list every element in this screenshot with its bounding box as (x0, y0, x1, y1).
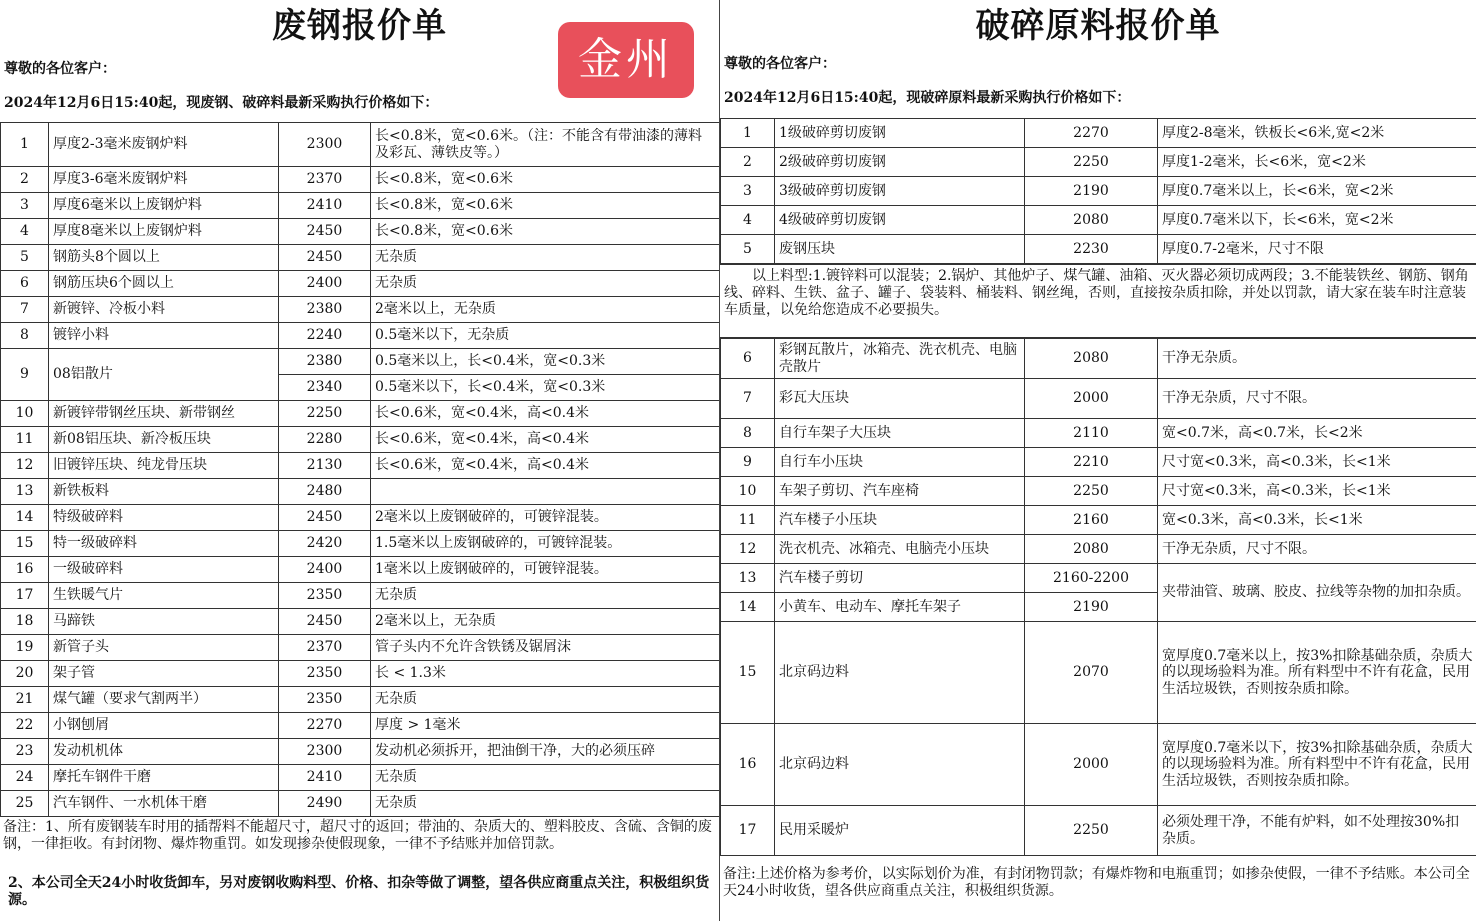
item-name: 厚度6毫米以上废钢炉料 (49, 193, 279, 219)
item-spec: 长<0.6米，宽<0.4米，高<0.4米 (371, 427, 720, 453)
row-number: 2 (1, 167, 49, 193)
item-spec: 厚度1-2毫米，长<6米，宽<2米 (1158, 148, 1476, 177)
right-greeting: 尊敬的各位客户： (724, 56, 836, 72)
right-price-table-b (720, 338, 1476, 856)
row-number: 20 (1, 661, 49, 687)
item-spec: 夹带油管、玻璃、胶皮、拉线等杂物的加扣杂质。 (1158, 564, 1476, 622)
item-price: 2420 (279, 531, 371, 557)
row-number: 3 (721, 177, 775, 206)
item-spec: 尺寸宽<0.3米，高<0.3米，长<1米 (1158, 448, 1476, 477)
item-spec: 0.5毫米以上，长<0.4米，宽<0.3米 (371, 349, 720, 375)
item-price: 2000 (1025, 379, 1158, 419)
item-name: 架子管 (49, 661, 279, 687)
row-number: 14 (721, 593, 775, 622)
item-spec: 无杂质 (371, 271, 720, 297)
item-spec: 厚度0.7毫米以下，长<6米，宽<2米 (1158, 206, 1476, 235)
item-name: 1级破碎剪切废钢 (775, 119, 1025, 148)
item-price: 2070 (1025, 622, 1158, 724)
item-price: 2400 (279, 557, 371, 583)
item-name: 新08铝压块、新冷板压块 (49, 427, 279, 453)
item-spec: 无杂质 (371, 245, 720, 271)
table-row (1, 765, 720, 791)
row-number: 4 (721, 206, 775, 235)
item-name: 旧镀锌压块、纯龙骨压块 (49, 453, 279, 479)
table-row (721, 724, 1476, 806)
item-name: 自行车小压块 (775, 448, 1025, 477)
item-name: 一级破碎料 (49, 557, 279, 583)
jinzhou-logo: 金州 (558, 22, 694, 98)
item-spec: 厚度2-8毫米，铁板长<6米,宽<2米 (1158, 119, 1476, 148)
item-price: 2250 (1025, 148, 1158, 177)
item-spec: 1.5毫米以上废钢破碎的，可镀锌混装。 (371, 531, 720, 557)
item-price: 2240 (279, 323, 371, 349)
item-spec: 2毫米以上废钢破碎的，可镀锌混装。 (371, 505, 720, 531)
row-number: 9 (721, 448, 775, 477)
item-name: 汽车楼子小压块 (775, 506, 1025, 535)
table-row (1, 739, 720, 765)
row-number: 15 (1, 531, 49, 557)
item-price: 2000 (1025, 724, 1158, 806)
item-name: 车架子剪切、汽车座椅 (775, 477, 1025, 506)
row-number: 2 (721, 148, 775, 177)
item-price: 2110 (1025, 419, 1158, 448)
item-price: 2350 (279, 687, 371, 713)
item-price: 2280 (279, 427, 371, 453)
table-row (721, 448, 1476, 477)
row-number: 21 (1, 687, 49, 713)
item-spec: 厚度0.7毫米以上，长<6米，宽<2米 (1158, 177, 1476, 206)
table-row (1, 245, 720, 271)
item-name: 厚度8毫米以上废钢炉料 (49, 219, 279, 245)
item-price: 2300 (279, 123, 371, 167)
table-row (1, 167, 720, 193)
item-spec: 长<0.6米，宽<0.4米，高<0.4米 (371, 401, 720, 427)
item-spec: 长 < 1.3米 (371, 661, 720, 687)
item-spec: 长<0.8米，宽<0.6米 (371, 167, 720, 193)
item-price: 2080 (1025, 535, 1158, 564)
row-number: 14 (1, 505, 49, 531)
item-spec: 干净无杂质。 (1158, 339, 1476, 379)
item-spec: 厚度 > 1毫米 (371, 713, 720, 739)
row-number: 1 (721, 119, 775, 148)
row-number: 25 (1, 791, 49, 817)
row-number: 17 (721, 806, 775, 856)
item-name: 小黄车、电动车、摩托车架子 (775, 593, 1025, 622)
item-name: 彩瓦大压块 (775, 379, 1025, 419)
item-name: 煤气罐（要求气割两半） (49, 687, 279, 713)
item-name: 北京码边料 (775, 622, 1025, 724)
item-name: 2级破碎剪切废钢 (775, 148, 1025, 177)
crushed-material-quote-sheet (719, 0, 1476, 921)
item-spec: 干净无杂质，尺寸不限。 (1158, 379, 1476, 419)
item-spec: 管子头内不允许含铁锈及锯屑沫 (371, 635, 720, 661)
table-row (721, 235, 1476, 264)
row-number: 11 (721, 506, 775, 535)
right-remark: 备注:上述价格为参考价，以实际划价为准，有封闭物罚款；有爆炸物和电瓶重罚；如掺杂使假，一律不予结账。本公司全天24小时收货，望各供应商重点关注，积极组织货源。 (723, 866, 1470, 899)
item-spec: 长<0.6米，宽<0.4米，高<0.4米 (371, 453, 720, 479)
item-price: 2080 (1025, 206, 1158, 235)
item-price: 2450 (279, 219, 371, 245)
item-price: 2250 (279, 401, 371, 427)
item-price: 2450 (279, 245, 371, 271)
left-remark-2: 2、本公司全天24小时收货卸车，另对废钢收购料型、价格、扣杂等做了调整，望各供应商重点关注，积极组织货源。 (8, 875, 710, 908)
row-number: 5 (721, 235, 775, 264)
item-spec: 干净无杂质，尺寸不限。 (1158, 535, 1476, 564)
table-row (1, 713, 720, 739)
item-name: 08铝散片 (49, 349, 279, 401)
item-price: 2490 (279, 791, 371, 817)
table-row (1, 557, 720, 583)
row-number: 12 (1, 453, 49, 479)
table-row (721, 477, 1476, 506)
item-spec: 0.5毫米以下，无杂质 (371, 323, 720, 349)
row-number: 19 (1, 635, 49, 661)
item-name: 厚度3-6毫米废钢炉料 (49, 167, 279, 193)
item-price: 2160 (1025, 506, 1158, 535)
item-name: 彩钢瓦散片，冰箱壳、洗衣机壳、电脑壳散片 (775, 339, 1025, 379)
item-price: 2300 (279, 739, 371, 765)
item-name: 发动机机体 (49, 739, 279, 765)
table-row (1, 123, 720, 167)
left-title: 废钢报价单 (272, 6, 447, 46)
item-name: 钢筋头8个圆以上 (49, 245, 279, 271)
item-price: 2380 (279, 297, 371, 323)
item-spec: 2毫米以上，无杂质 (371, 297, 720, 323)
row-number: 8 (721, 419, 775, 448)
table-row (721, 206, 1476, 235)
item-name: 小钢刨屑 (49, 713, 279, 739)
row-number: 16 (721, 724, 775, 806)
item-name: 汽车钢件、一水机体干磨 (49, 791, 279, 817)
item-price: 2130 (279, 453, 371, 479)
table-row (721, 148, 1476, 177)
item-price: 2250 (1025, 806, 1158, 856)
item-name: 厚度2-3毫米废钢炉料 (49, 123, 279, 167)
item-price: 2400 (279, 271, 371, 297)
item-spec: 宽厚度0.7毫米以下，按3%扣除基础杂质，杂质大的以现场验料为准。所有料型中不许有花盒，民用生活垃圾铁，否则按杂质扣除。 (1158, 724, 1476, 806)
left-remark-1: 备注：1、所有废钢装车时用的插帮料不能超尺寸，超尺寸的返回；带油的、杂质大的、塑料胶皮、含硫、含铜的废钢，一律拒收。有封闭物、爆炸物重罚。如发现掺杂使假现象，一律不予结账并加倍罚款。 (3, 819, 712, 852)
table-row (1, 661, 720, 687)
item-price: 2230 (1025, 235, 1158, 264)
item-name: 摩托车钢件干磨 (49, 765, 279, 791)
item-spec: 宽厚度0.7毫米以上，按3%扣除基础杂质，杂质大的以现场验料为准。所有料型中不许有花盒，民用生活垃圾铁，否则按杂质扣除。 (1158, 622, 1476, 724)
left-greeting: 尊敬的各位客户： (4, 61, 116, 77)
table-row (1, 271, 720, 297)
table-row (721, 119, 1476, 148)
table-row (1, 531, 720, 557)
item-name: 新镀锌、冷板小料 (49, 297, 279, 323)
item-name: 特级破碎料 (49, 505, 279, 531)
row-number: 8 (1, 323, 49, 349)
item-price: 2410 (279, 193, 371, 219)
item-name: 自行车架子大压块 (775, 419, 1025, 448)
item-spec: 无杂质 (371, 765, 720, 791)
item-name: 镀锌小料 (49, 323, 279, 349)
table-row (721, 535, 1476, 564)
item-spec: 2毫米以上，无杂质 (371, 609, 720, 635)
table-row (721, 379, 1476, 419)
table-row (721, 806, 1476, 856)
item-spec: 1毫米以上废钢破碎的，可镀锌混装。 (371, 557, 720, 583)
table-row (721, 506, 1476, 535)
row-number: 6 (1, 271, 49, 297)
item-price: 2350 (279, 661, 371, 687)
row-number: 7 (721, 379, 775, 419)
table-row (1, 323, 720, 349)
item-name: 废钢压块 (775, 235, 1025, 264)
item-name: 北京码边料 (775, 724, 1025, 806)
item-spec (371, 479, 720, 505)
table-row (1, 193, 720, 219)
item-spec: 无杂质 (371, 583, 720, 609)
item-name: 民用采暖炉 (775, 806, 1025, 856)
row-number: 18 (1, 609, 49, 635)
item-price: 2160-2200 (1025, 564, 1158, 593)
item-spec: 宽<0.3米，高<0.3米，长<1米 (1158, 506, 1476, 535)
item-price: 2190 (1025, 593, 1158, 622)
item-spec: 无杂质 (371, 687, 720, 713)
row-number: 10 (721, 477, 775, 506)
row-number: 1 (1, 123, 49, 167)
item-price: 2210 (1025, 448, 1158, 477)
row-number: 22 (1, 713, 49, 739)
right-title: 破碎原料报价单 (975, 6, 1221, 46)
item-price: 2080 (1025, 339, 1158, 379)
row-number: 11 (1, 427, 49, 453)
item-name: 新镀锌带钢丝压块、新带钢丝 (49, 401, 279, 427)
item-spec: 厚度0.7-2毫米，尺寸不限 (1158, 235, 1476, 264)
item-spec: 长<0.8米，宽<0.6米 (371, 219, 720, 245)
table-row (721, 622, 1476, 724)
row-number: 17 (1, 583, 49, 609)
table-row (721, 339, 1476, 379)
row-number: 16 (1, 557, 49, 583)
row-number: 24 (1, 765, 49, 791)
item-spec: 长<0.8米，宽<0.6米 (371, 193, 720, 219)
item-name: 3级破碎剪切废钢 (775, 177, 1025, 206)
table-row (1, 479, 720, 505)
item-spec: 长<0.8米，宽<0.6米。（注：不能含有带油漆的薄料及彩瓦、薄铁皮等。） (371, 123, 720, 167)
table-row (1, 687, 720, 713)
item-price: 2350 (279, 583, 371, 609)
item-name: 特一级破碎料 (49, 531, 279, 557)
left-price-table (0, 122, 719, 817)
item-price: 2450 (279, 505, 371, 531)
item-price: 2270 (279, 713, 371, 739)
item-name: 洗衣机壳、冰箱壳、电脑壳小压块 (775, 535, 1025, 564)
scrap-steel-quote-sheet (0, 0, 719, 921)
row-number: 13 (1, 479, 49, 505)
left-intro: 2024年12月6日15:40起，现废钢、破碎料最新采购执行价格如下： (4, 95, 439, 111)
row-number: 15 (721, 622, 775, 724)
right-intro: 2024年12月6日15:40起，现破碎原料最新采购执行价格如下： (724, 90, 1131, 106)
table-row (1, 609, 720, 635)
item-name: 新管子头 (49, 635, 279, 661)
item-price: 2380 (279, 349, 371, 375)
item-spec: 尺寸宽<0.3米，高<0.3米，长<1米 (1158, 477, 1476, 506)
row-number: 23 (1, 739, 49, 765)
row-number: 13 (721, 564, 775, 593)
table-row (721, 564, 1476, 593)
item-spec: 必须处理干净，不能有炉料，如不处理按30%扣杂质。 (1158, 806, 1476, 856)
table-row (1, 583, 720, 609)
row-number: 3 (1, 193, 49, 219)
row-number: 4 (1, 219, 49, 245)
row-number: 12 (721, 535, 775, 564)
table-row (1, 505, 720, 531)
row-number: 5 (1, 245, 49, 271)
table-row (1, 453, 720, 479)
item-price: 2370 (279, 167, 371, 193)
right-price-table-a (720, 118, 1476, 264)
item-price: 2340 (279, 375, 371, 401)
item-name: 汽车楼子剪切 (775, 564, 1025, 593)
item-price: 2250 (1025, 477, 1158, 506)
table-row (1, 297, 720, 323)
item-price: 2450 (279, 609, 371, 635)
item-name: 马蹄铁 (49, 609, 279, 635)
item-spec: 0.5毫米以下，长<0.4米，宽<0.3米 (371, 375, 720, 401)
item-price: 2270 (1025, 119, 1158, 148)
right-material-remark: 以上料型:1.镀锌料可以混装；2.锅炉、其他炉子、煤气罐、油箱、灭火器必须切成两段；3.不能装铁丝、钢筋、钢角线、碎料、生铁、盆子、罐子、袋装料、桶装料、钢丝绳，否则，直接按杂质扣除，并处以罚款，请大家在装车时注意装车质量，以免给您造成不必要损失。 (720, 264, 1476, 338)
item-spec: 无杂质 (371, 791, 720, 817)
item-name: 钢筋压块6个圆以上 (49, 271, 279, 297)
item-spec: 发动机必须拆开，把油倒干净，大的必须压碎 (371, 739, 720, 765)
table-row (1, 219, 720, 245)
row-number: 6 (721, 339, 775, 379)
item-name: 新铁板料 (49, 479, 279, 505)
item-price: 2410 (279, 765, 371, 791)
item-price: 2190 (1025, 177, 1158, 206)
table-row (1, 791, 720, 817)
item-name: 4级破碎剪切废钢 (775, 206, 1025, 235)
table-row (1, 401, 720, 427)
table-row (1, 427, 720, 453)
item-price: 2480 (279, 479, 371, 505)
item-spec: 宽<0.7米，高<0.7米，长<2米 (1158, 419, 1476, 448)
table-row (1, 349, 720, 375)
row-number: 7 (1, 297, 49, 323)
item-price: 2370 (279, 635, 371, 661)
row-number: 10 (1, 401, 49, 427)
table-row (721, 177, 1476, 206)
row-number: 9 (1, 349, 49, 401)
item-name: 生铁暖气片 (49, 583, 279, 609)
table-row (721, 419, 1476, 448)
table-row (1, 635, 720, 661)
